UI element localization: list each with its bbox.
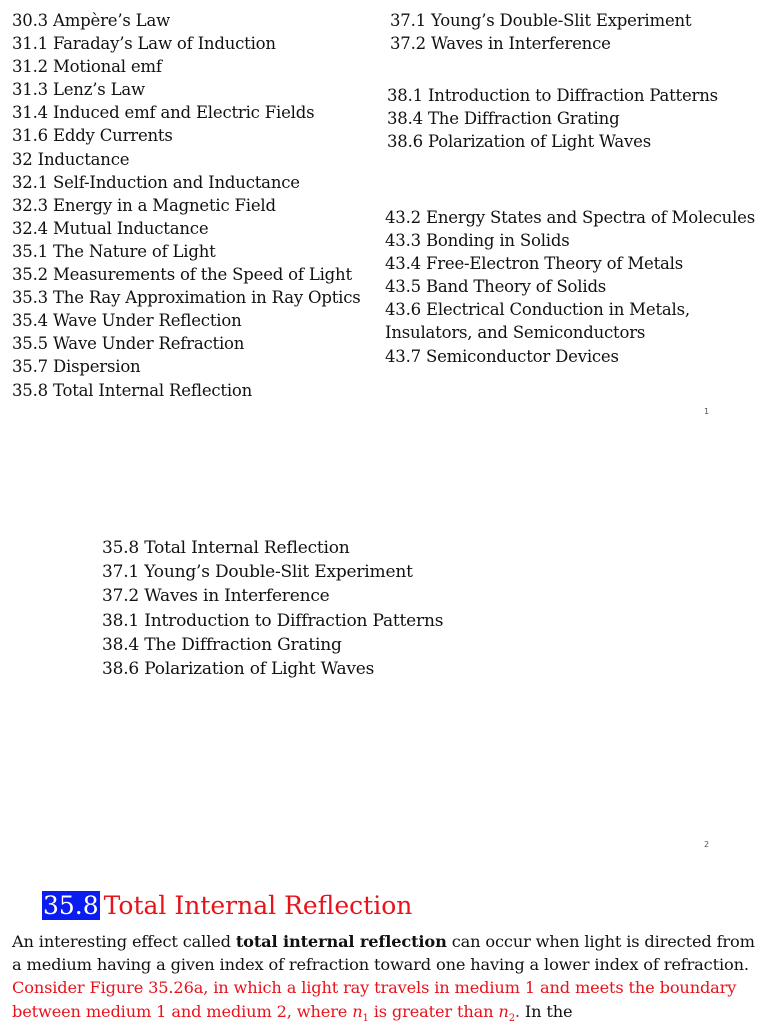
topic-list-left: [12, 9, 387, 402]
list-item: 32 Inductance: [12, 149, 130, 169]
topic-list-interference: [390, 9, 760, 55]
list-item: 38.4 The Diffraction Grating: [387, 109, 620, 129]
list-item: 35.2 Measurements of the Speed of Light: [12, 265, 352, 285]
para-red-text: [12, 978, 737, 1024]
sub-1: 1: [362, 1012, 369, 1024]
list-item: 32.1 Self-Induction and Inductance: [12, 172, 300, 192]
list-item: 32.3 Energy in a Magnetic Field: [12, 195, 276, 215]
topic-list-diffraction: [387, 84, 757, 153]
list-item: 38.4 The Diffraction Grating: [102, 634, 342, 655]
section-number: 35.8: [43, 891, 99, 920]
list-item: 43.3 Bonding in Solids: [385, 231, 570, 251]
list-item: 31.1 Faraday’s Law of Induction: [12, 34, 276, 54]
section-title: Total Internal Reflection: [103, 891, 413, 920]
list-item: 37.2 Waves in Interference: [102, 586, 330, 607]
topic-list-solids: [385, 206, 765, 368]
list-item: 43.4 Free-Electron Theory of Metals: [385, 254, 684, 274]
para-red-start: Consider Figure 35.26a, in which a light ray travels in medium 1 and meets the boundary between medium 1 and medium 2, where: [12, 978, 737, 1021]
list-item: 35.7 Dispersion: [12, 357, 141, 377]
list-item: 31.4 Induced emf and Electric Fields: [12, 103, 315, 123]
para-tail: In the: [519, 1001, 573, 1021]
slide-3: [0, 870, 768, 1024]
list-item: 37.2 Waves in Interference: [390, 34, 611, 54]
list-item: 30.3 Ampère’s Law: [12, 11, 170, 30]
list-item: 31.2 Motional emf: [12, 57, 162, 77]
list-item: 43.6 Electrical Conduction in Metals, Insulators, and Semiconductors: [385, 300, 690, 343]
list-item: 35.1 The Nature of Light: [12, 241, 216, 261]
list-item: 32.4 Mutual Inductance: [12, 218, 209, 238]
list-item: 35.8 Total Internal Reflection: [12, 380, 253, 400]
list-item: 31.6 Eddy Currents: [12, 126, 173, 146]
list-item: 31.3 Lenz’s Law: [12, 80, 145, 100]
list-item: 35.8 Total Internal Reflection: [102, 538, 350, 558]
para-after-bold: can occur when light is directed from a medium having a given index of refraction toward one having a lower index of refraction.: [12, 932, 755, 975]
list-item: 35.3 The Ray Approximation in Ray Optics: [12, 288, 361, 308]
list-item: 38.1 Introduction to Diffraction Patterns: [102, 610, 444, 631]
slide-2: [0, 430, 768, 870]
sub-2: 2: [508, 1012, 515, 1024]
list-item: 43.5 Band Theory of Solids: [385, 277, 607, 297]
para-intro: An interesting effect called: [12, 932, 236, 951]
list-item: 43.7 Semiconductor Devices: [385, 346, 619, 366]
list-item: 43.2 Energy States and Spectra of Molecules: [385, 208, 755, 227]
slide-1: [0, 0, 768, 430]
list-item: 35.4 Wave Under Reflection: [12, 311, 242, 331]
topic-list-summary: [102, 536, 522, 681]
para-red-middle: is greater than: [368, 1001, 499, 1021]
var-n1: n: [352, 1001, 363, 1021]
para-bold-term: total internal reflection: [235, 932, 447, 951]
list-item: 38.6 Polarization of Light Waves: [102, 659, 375, 680]
section-heading: [42, 890, 412, 922]
para-red-end: .: [514, 1001, 520, 1021]
list-item: 38.1 Introduction to Diffraction Patterns: [387, 86, 718, 105]
body-paragraph: [12, 930, 764, 1023]
list-item: 35.5 Wave Under Refraction: [12, 334, 245, 354]
var-n2: n: [498, 1001, 509, 1021]
list-item: 37.1 Young’s Double-Slit Experiment: [390, 11, 692, 30]
page-number: 1: [704, 407, 710, 416]
list-item: 38.6 Polarization of Light Waves: [387, 132, 651, 152]
list-item: 37.1 Young’s Double-Slit Experiment: [102, 562, 413, 583]
page-number: 2: [704, 840, 710, 849]
